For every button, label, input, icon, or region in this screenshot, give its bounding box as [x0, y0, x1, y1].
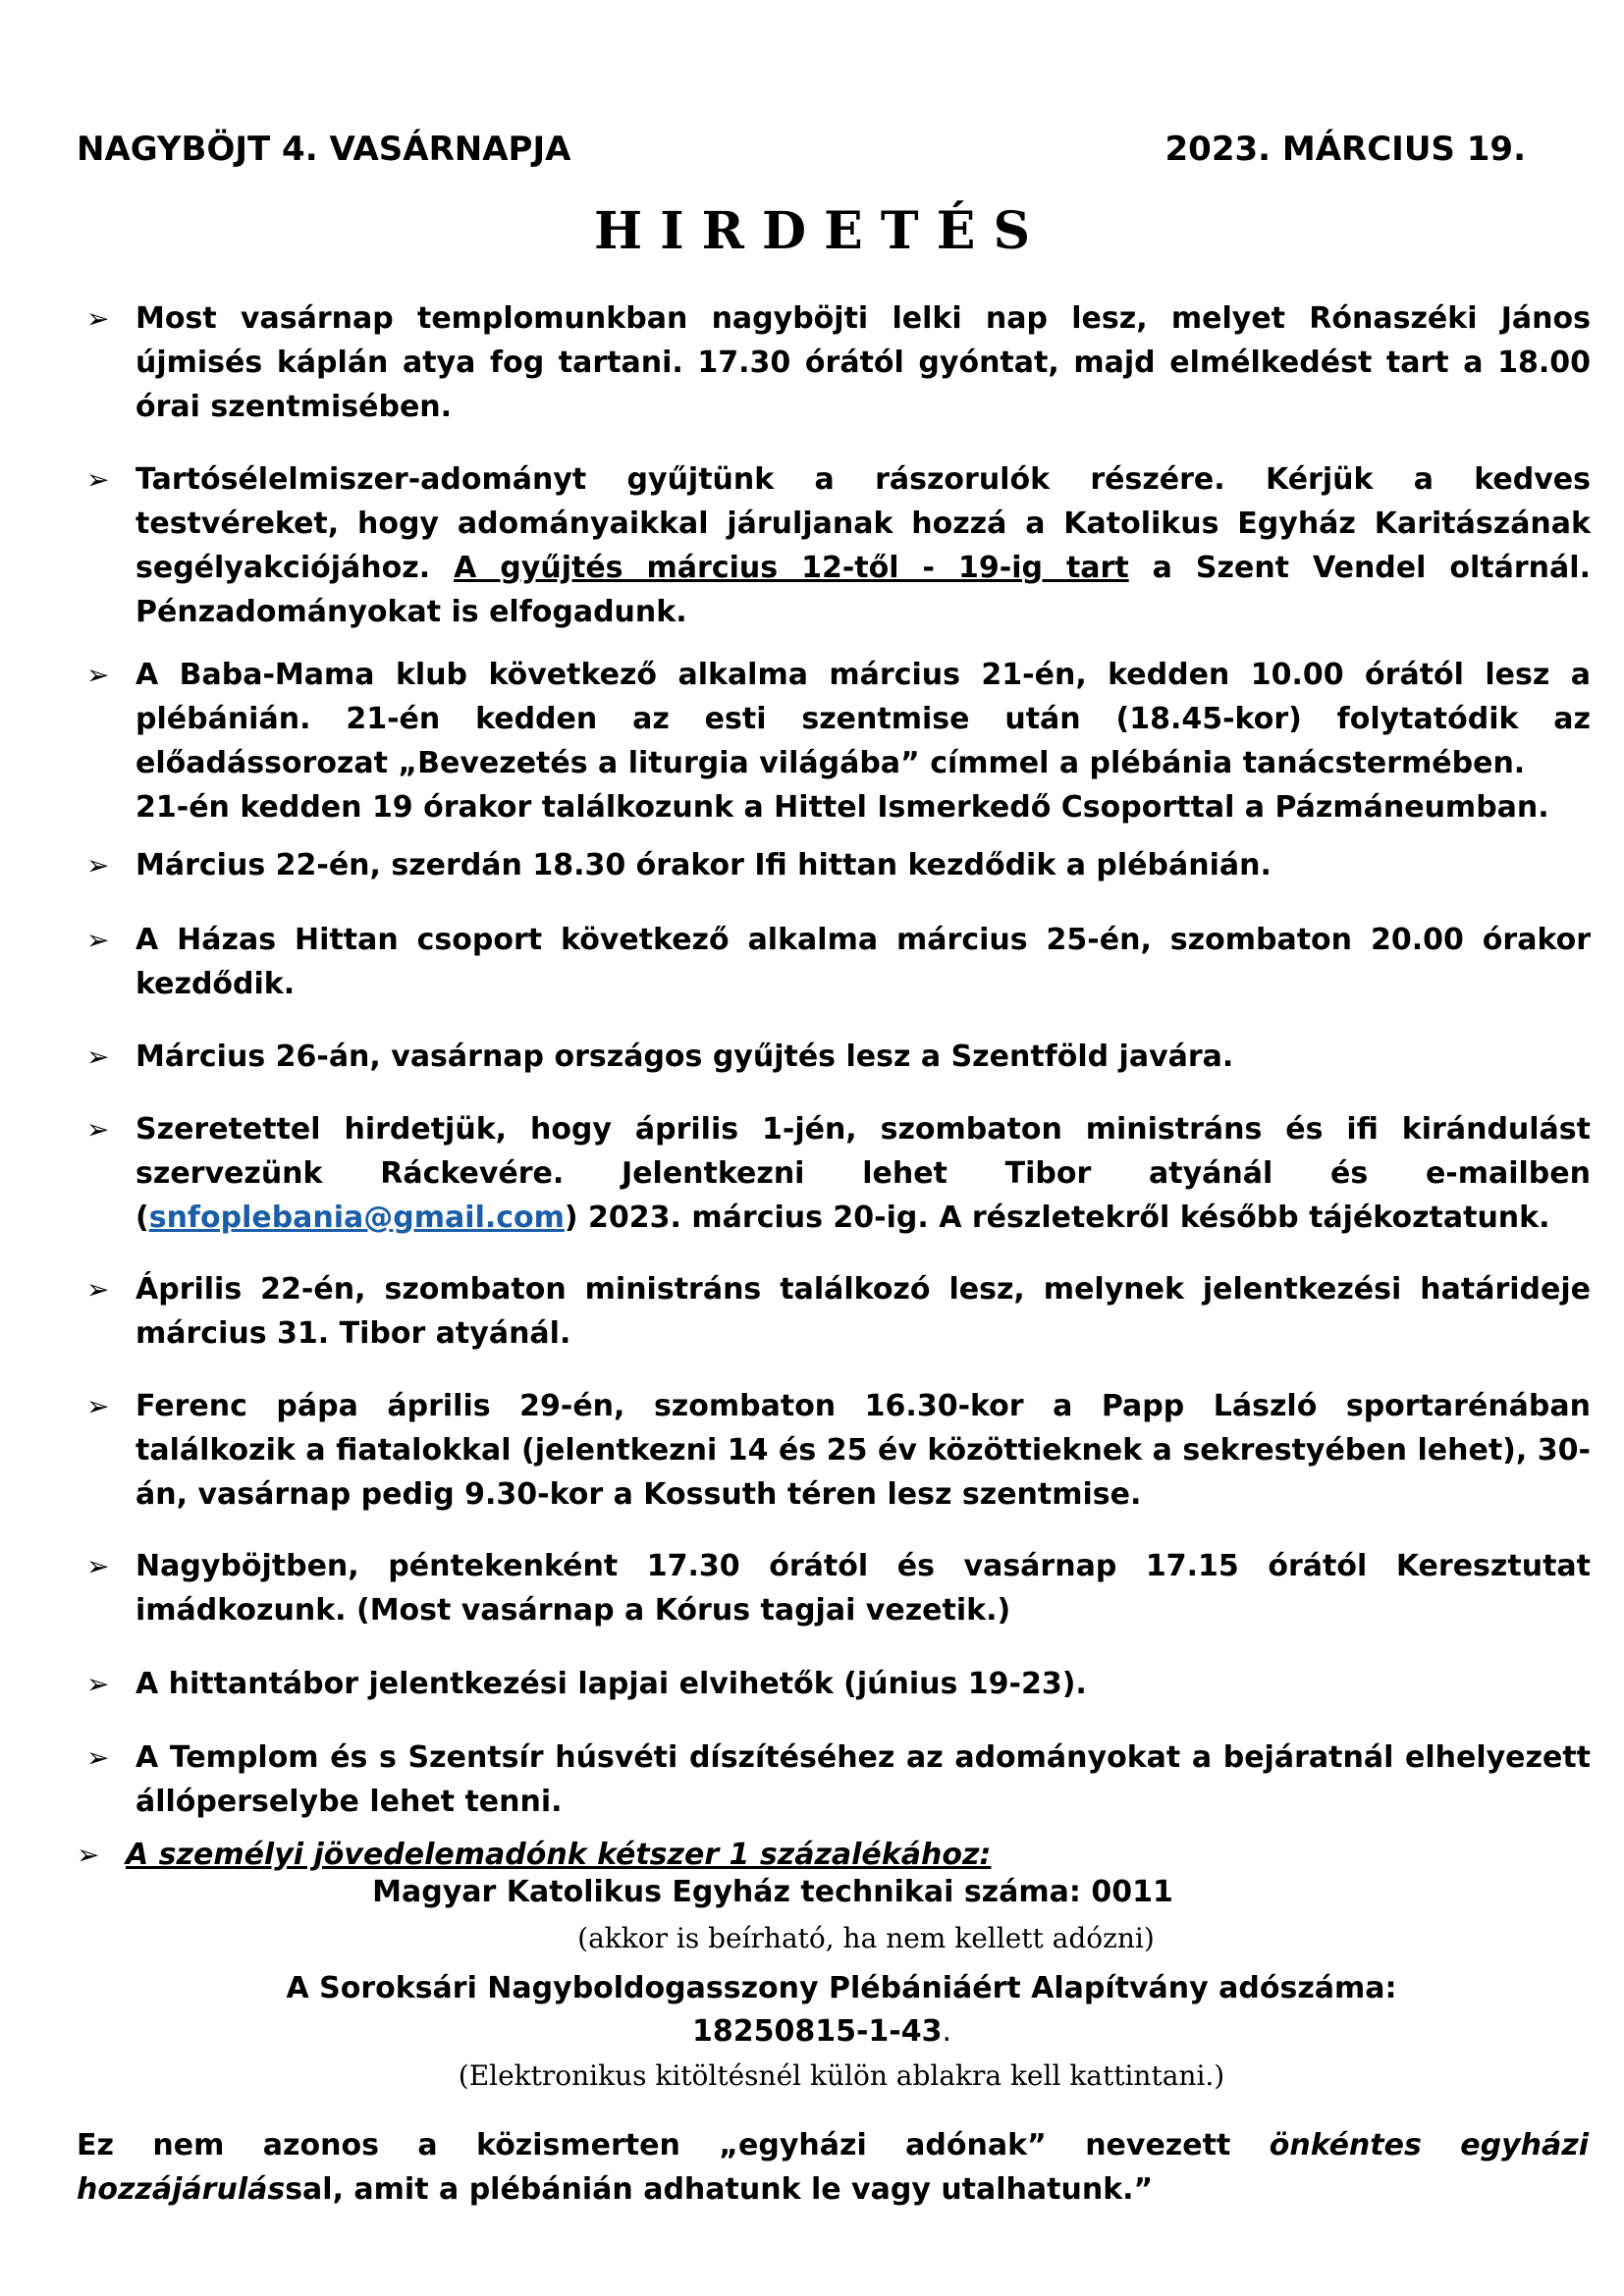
bullet-arrow-icon: ➢ — [86, 1550, 110, 1582]
announcement-item-3 — [86, 653, 1591, 829]
announcement-item-12 — [86, 1735, 1591, 1824]
announcement-text: Március 26-án, vasárnap országos gyűjtés lesz a Szentföld javára. — [135, 1040, 1234, 1074]
announcement-text: Ferenc pápa április 29-én, szombaton 16.30-kor a Papp László sportarénában találkozik a fiatalokkal (jelentkezni 14 és 25 év közöttieknek a sekrestyében lehet), 30-án, vasárnap pedig 9.30-kor a Kossuth téren lesz szentmise. — [135, 1389, 1591, 1512]
announcement-text: A Templom és s Szentsír húsvéti díszítéséhez az adományokat a bejáratnál elhelyezett állóperselybe lehet tenni. — [135, 1740, 1591, 1819]
announcement-text: A Házas Hittan csoport következő alkalma március 25-én, szombaton 20.00 órakor kezdődik. — [135, 923, 1591, 1001]
bullet-arrow-icon: ➢ — [86, 1041, 110, 1073]
footer-note — [77, 2123, 1589, 2212]
email-link[interactable]: snfoplebania@gmail.com — [148, 1201, 565, 1235]
bullet-arrow-icon: ➢ — [86, 463, 110, 496]
announcement-text: A hittantábor jelentkezési lapjai elvihetők (június 19-23). — [135, 1667, 1087, 1701]
bullet-arrow-icon: ➢ — [86, 1113, 110, 1146]
bullet-arrow-icon: ➢ — [86, 1741, 110, 1774]
announcement-text-extra: 21-én kedden 19 órakor találkozunk a Hittel Ismerkedő Csoporttal a Pázmáneumban. — [135, 790, 1549, 825]
tax-note-1: (akkor is beírható, ha nem kellett adózni) — [577, 1922, 1155, 1954]
footer-part-2: sal, amit a plébánián adhatunk le vagy utalhatunk.” — [285, 2172, 1154, 2207]
underlined-collection-dates: A gyűjtés március 12-től - 19-ig tart — [454, 551, 1129, 585]
announcement-text: Nagyböjtben, péntekenként 17.30 órától és vasárnap 17.15 órától Keresztutat imádkozunk. (Most vasárnap a Kórus tagjai vezetik.) — [135, 1549, 1591, 1628]
announcement-text — [135, 457, 1591, 634]
page-title: H I R D E T É S — [593, 201, 1030, 261]
announcement-text: Most vasárnap templomunkban nagyböjti lelki nap lesz, melyet Rónaszéki János újmisés káplán atya fog tartani. 17.30 órától gyóntat, majd elmélkedést tart a 18.00 órai szentmisében. — [135, 301, 1591, 424]
announcement-text-part: ) 2023. március 20-ig. A részletekről később tájékoztatunk. — [564, 1201, 1550, 1235]
bullet-arrow-icon: ➢ — [86, 924, 110, 956]
footer-part-1: Ez nem azonos a közismerten „egyházi adónak” nevezett — [77, 2128, 1231, 2163]
announcement-item-2 — [86, 457, 1591, 634]
announcement-text: A Baba-Mama klub következő alkalma március 21-én, kedden 10.00 órától lesz a plébánián. 21-én kedden az esti szentmise után (18.45-kor) folytatódik az előadássorozat „Bevezetés a liturgia világába” címmel a plébánia tanácstermében. — [135, 658, 1591, 780]
header-date: 2023. MÁRCIUS 19. — [1164, 130, 1526, 169]
foundation-tax-number — [10, 2014, 1624, 2049]
announcement-text: Március 22-én, szerdán 18.30 órakor Ifi hittan kezdődik a plébánián. — [135, 848, 1272, 882]
announcement-text-part: Tartósélelmiszer-adományt gyűjtünk a rászorulók részére. Kérjük a kedves testvéreket, hogy adományaikkal járuljanak hozzá a Katolikus Egyház Karitászának segélyakciójához. — [135, 462, 1591, 585]
header-left-title: NAGYBÖJT 4. VASÁRNAPJA — [77, 130, 571, 169]
foundation-tax-number-dot: . — [942, 2014, 952, 2049]
announcement-item-6 — [86, 1035, 1591, 1079]
announcement-item-9 — [86, 1384, 1591, 1517]
footer-italic: önkéntes egyházi hozzájárulás — [77, 2128, 1589, 2207]
announcement-text-part: a Szent Vendel oltárnál. Pénzadományokat is elfogadunk. — [135, 551, 1591, 629]
bullet-arrow-icon: ➢ — [86, 1668, 110, 1700]
tax-heading-label: A személyi jövedelemadónk kétszer 1 százalékához: — [126, 1838, 992, 1872]
foundation-tax-number-value: 18250815-1-43 — [691, 2014, 943, 2049]
tax-technical-number: Magyar Katolikus Egyház technikai száma: 0011 — [372, 1875, 1173, 1909]
announcement-item-1 — [86, 296, 1591, 429]
bullet-arrow-icon: ➢ — [86, 302, 110, 335]
tax-note-2: (Elektronikus kitöltésnél külön ablakra kell kattintani.) — [458, 2059, 1225, 2092]
announcement-text-part: Szeretettel hirdetjük, hogy április 1-jén, szombaton ministráns és ifi kirándulást szervezünk Ráckevére. Jelentkezni lehet Tibor atyánál és e-mailben ( — [135, 1112, 1591, 1235]
announcement-item-5 — [86, 918, 1591, 1006]
bullet-arrow-icon: ➢ — [77, 1839, 100, 1871]
tax-heading — [77, 1833, 991, 1877]
announcement-item-11 — [86, 1662, 1591, 1706]
bullet-arrow-icon: ➢ — [86, 849, 110, 881]
announcement-text — [135, 1107, 1591, 1240]
bullet-arrow-icon: ➢ — [86, 1390, 110, 1422]
announcement-item-10 — [86, 1544, 1591, 1632]
bullet-arrow-icon: ➢ — [86, 1273, 110, 1306]
foundation-tax-label: A Soroksári Nagyboldogasszony Plébániáért Alapítvány adószáma: — [286, 1971, 1397, 2005]
announcement-item-4 — [86, 843, 1591, 887]
bullet-arrow-icon: ➢ — [86, 659, 110, 691]
announcement-text: Április 22-én, szombaton ministráns találkozó lesz, melynek jelentkezési határideje március 31. Tibor atyánál. — [135, 1272, 1591, 1351]
announcement-item-7 — [86, 1107, 1591, 1240]
announcement-item-8 — [86, 1267, 1591, 1356]
